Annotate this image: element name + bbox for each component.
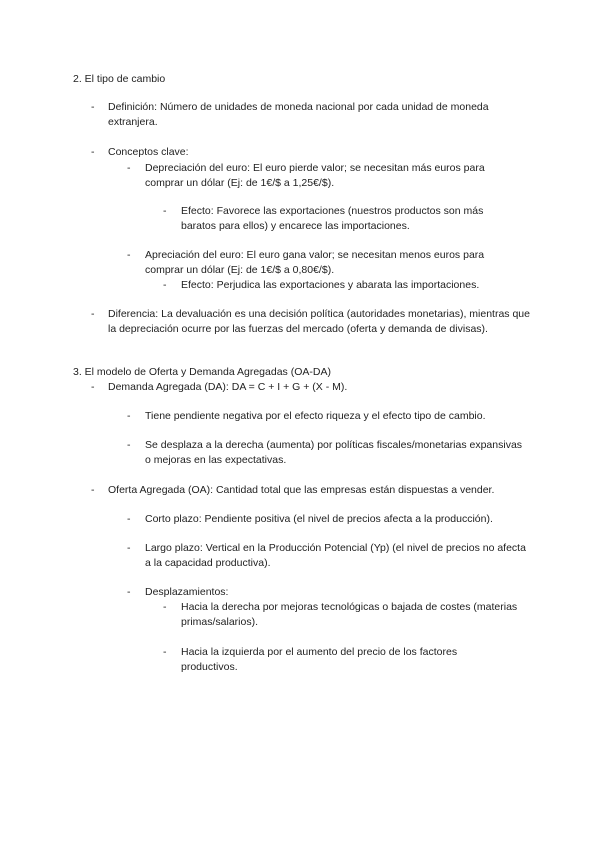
bullet-dash: - xyxy=(163,646,167,658)
bullet-dash: - xyxy=(163,279,167,291)
list-item-da-desplaza: Se desplaza a la derecha (aumenta) por políticas fiscales/monetarias expansivas o mejoras en las expectativas. xyxy=(145,439,523,466)
list-item-definicion: Definición: Número de unidades de moneda nacional por cada unidad de moneda extranjera. xyxy=(108,101,489,128)
bullet-dash: - xyxy=(163,601,167,613)
bullet-dash: - xyxy=(127,162,131,174)
list-item-oa-derecha: Hacia la derecha por mejoras tecnológicas o bajada de costes (materias primas/salarios). xyxy=(181,601,518,628)
list-item-oa-largo-plazo: Largo plazo: Vertical en la Producción Potencial (Yp) (el nivel de precios no afecta a la capacidad productiva). xyxy=(145,542,526,569)
bullet-dash: - xyxy=(127,586,131,598)
list-item-depreciacion: Depreciación del euro: El euro pierde valor; se necesitan más euros para comprar un dólar (Ej: de 1€/$ a 1,25€/$). xyxy=(145,162,485,189)
bullet-dash: - xyxy=(127,249,131,261)
bullet-dash: - xyxy=(163,205,167,217)
bullet-dash: - xyxy=(91,484,95,496)
list-item-oa-corto-plazo: Corto plazo: Pendiente positiva (el nivel de precios afecta a la producción). xyxy=(145,513,493,525)
list-item-depreciacion-efecto: Efecto: Favorece las exportaciones (nuestros productos son más baratos para ellos) y encarece las importaciones. xyxy=(181,205,484,232)
bullet-dash: - xyxy=(91,101,95,113)
list-item-oa-desplazamientos: Desplazamientos: xyxy=(145,586,229,598)
list-item-apreciacion: Apreciación del euro: El euro gana valor; se necesitan menos euros para comprar un dólar (Ej: de 1€/$ a 0,80€/$). xyxy=(145,249,485,276)
bullet-dash: - xyxy=(127,410,131,422)
section-heading-oa-da: 3. El modelo de Oferta y Demanda Agregadas (OA-DA) xyxy=(73,366,331,378)
bullet-dash: - xyxy=(91,308,95,320)
list-item-da-pendiente: Tiene pendiente negativa por el efecto riqueza y el efecto tipo de cambio. xyxy=(145,410,486,422)
list-item-apreciacion-efecto: Efecto: Perjudica las exportaciones y abarata las importaciones. xyxy=(181,279,480,291)
bullet-dash: - xyxy=(91,381,95,393)
list-item-oferta-agregada: Oferta Agregada (OA): Cantidad total que las empresas están dispuestas a vender. xyxy=(108,484,495,496)
list-item-diferencia: Diferencia: La devaluación es una decisión política (autoridades monetarias), mientras que la depreciación ocurre por las fuerzas del mercado (oferta y demanda de divisas). xyxy=(108,308,530,335)
bullet-dash: - xyxy=(127,439,131,451)
bullet-dash: - xyxy=(127,513,131,525)
bullet-dash: - xyxy=(127,542,131,554)
list-item-demanda-agregada: Demanda Agregada (DA): DA = C + I + G + (X - M). xyxy=(108,381,348,393)
list-item-conceptos: Conceptos clave: xyxy=(108,146,189,158)
list-item-oa-izquierda: Hacia la izquierda por el aumento del precio de los factores productivos. xyxy=(181,646,458,673)
section-heading-tipo-de-cambio: 2. El tipo de cambio xyxy=(73,73,166,85)
bullet-dash: - xyxy=(91,146,95,158)
